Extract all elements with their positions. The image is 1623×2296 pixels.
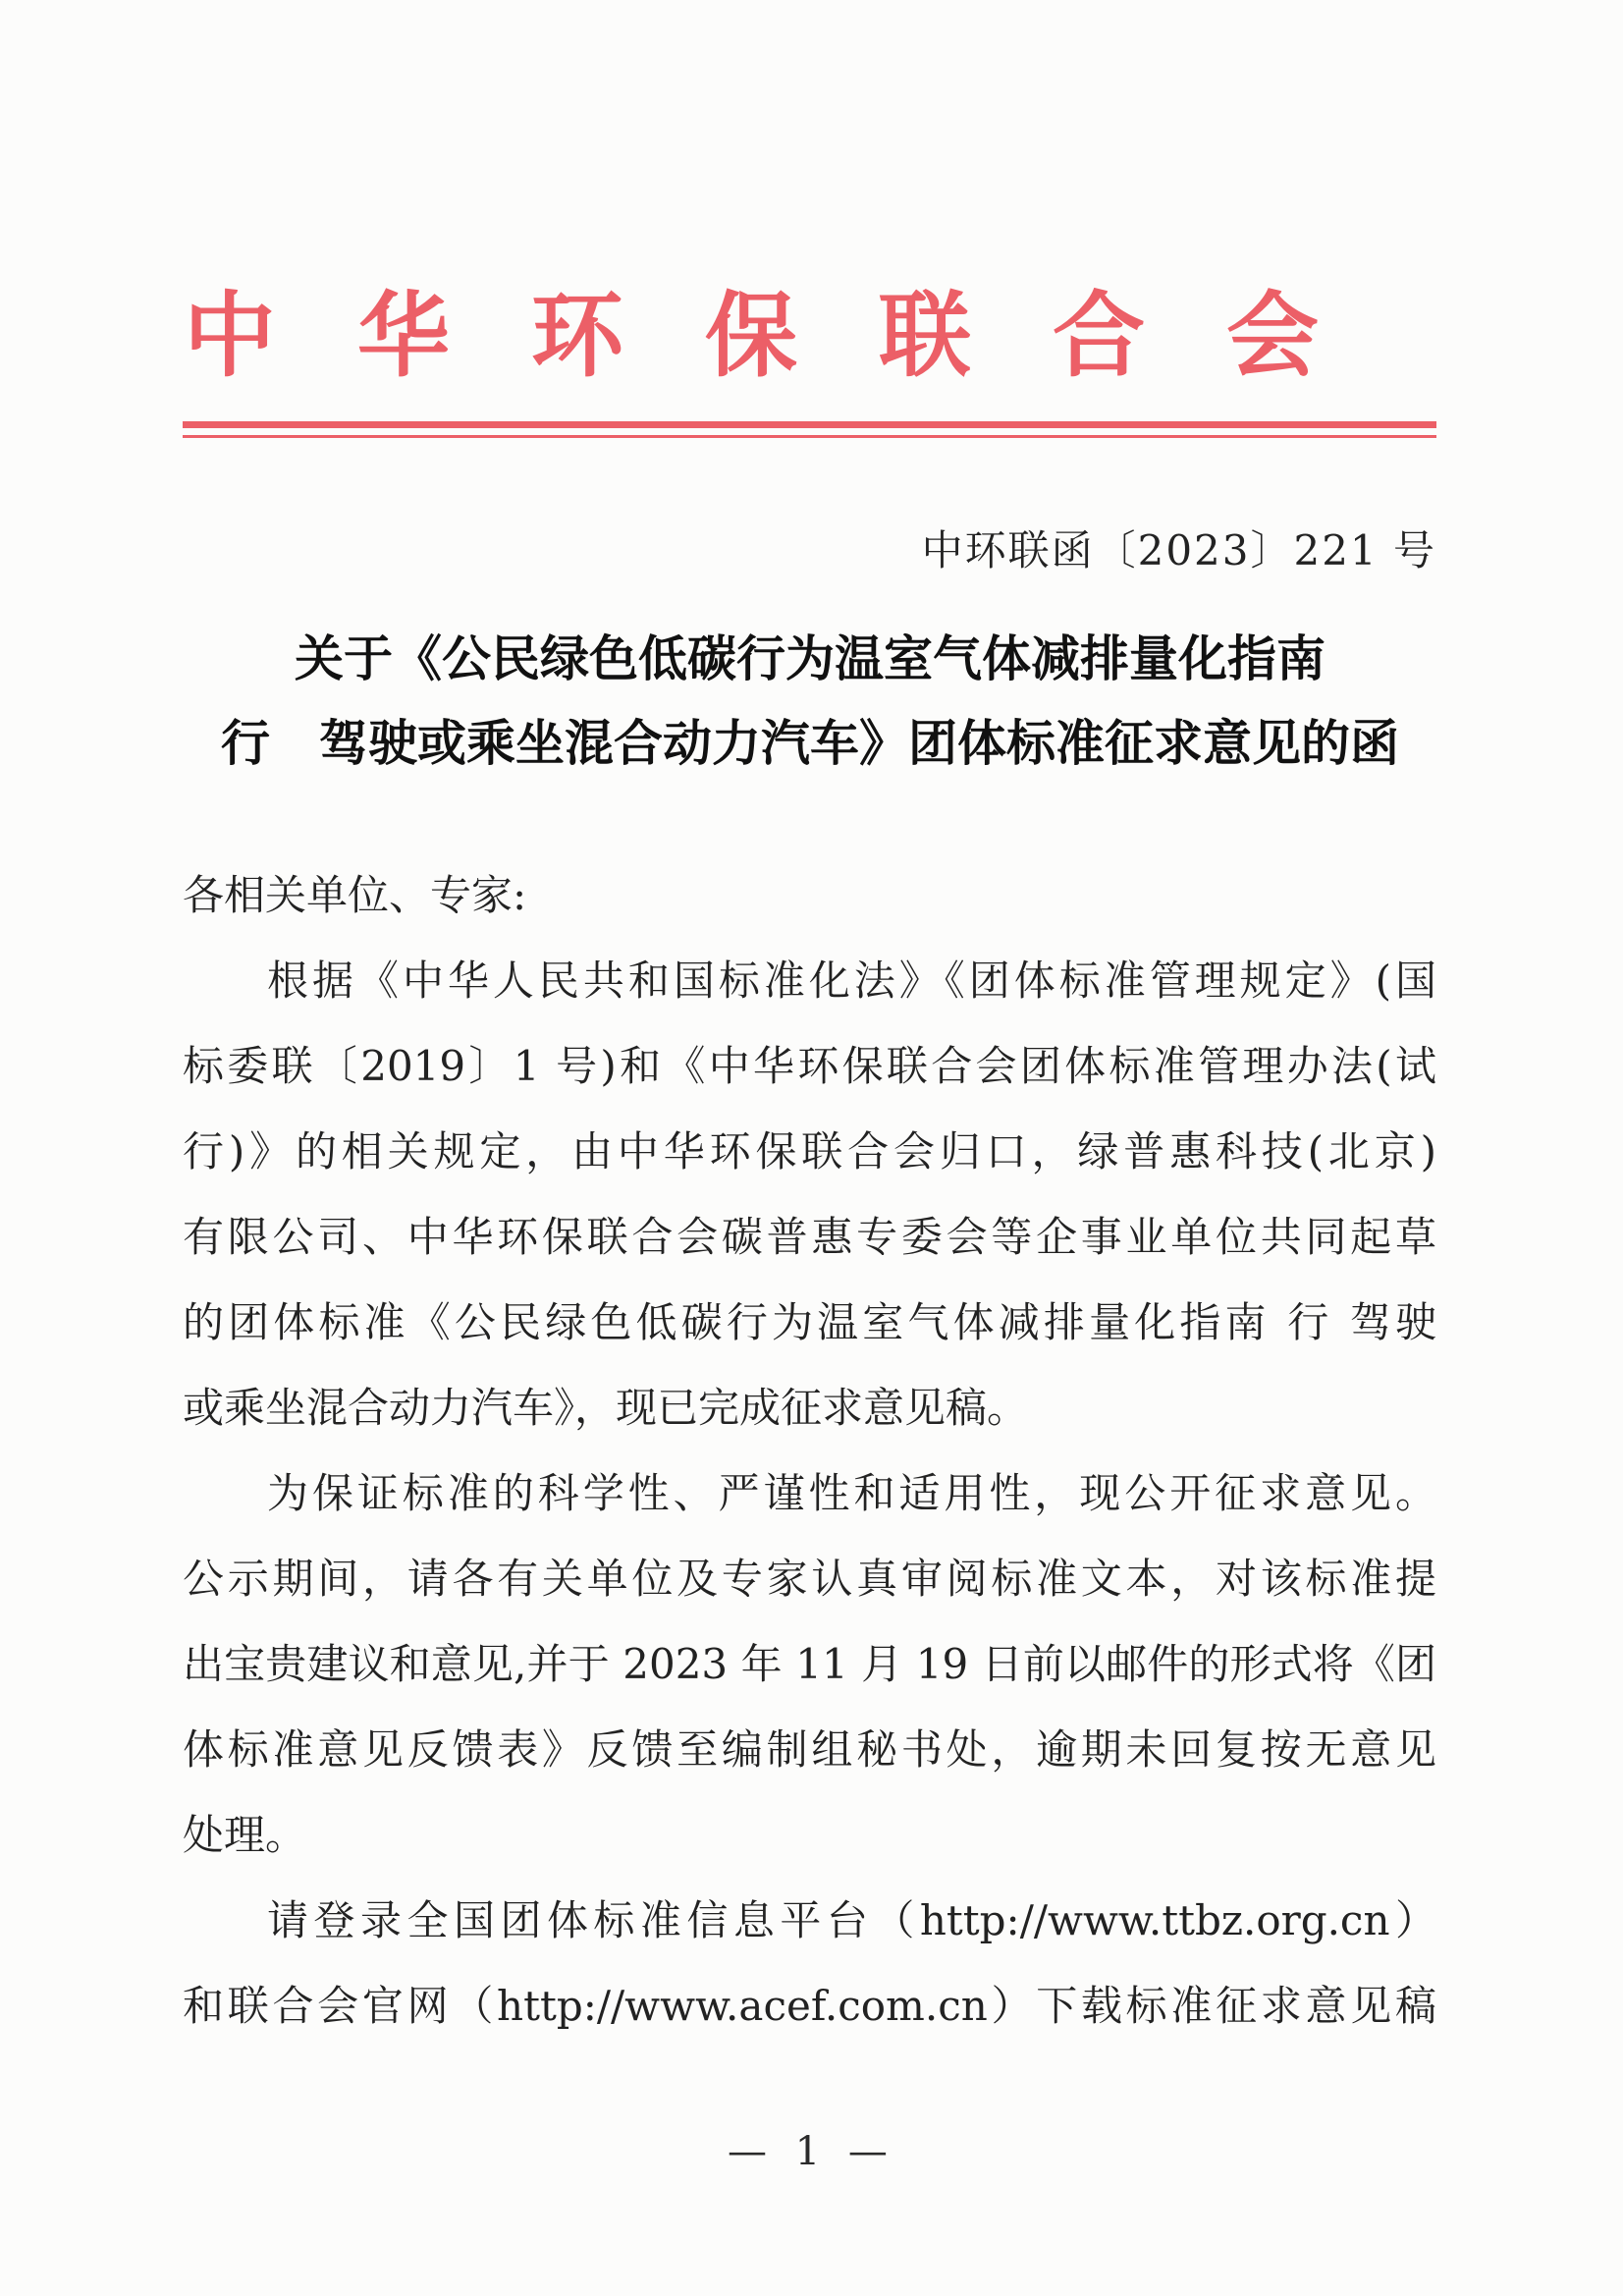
salutation: 各相关单位、专家: xyxy=(183,871,527,919)
org-masthead: 中华环保联合会 xyxy=(184,282,1401,390)
body-line: 标委联〔2019〕1 号)和《中华环保联合会团体标准管理办法(试 xyxy=(183,1042,1436,1090)
masthead-rule-thick xyxy=(183,421,1436,428)
letter-body xyxy=(183,852,1436,2049)
doc-title xyxy=(167,617,1453,786)
page-number: — 1 — xyxy=(728,2129,895,2174)
body-line: 根据《中华人民共和国标准化法》《团体标准管理规定》(国 xyxy=(267,957,1436,1005)
body-line: 有限公司、中华环保联合会碳普惠专委会等企事业单位共同起草 xyxy=(183,1213,1436,1261)
body-line: 和联合会官网（http://www.acef.com.cn）下载标准征求意见稿 xyxy=(183,1982,1436,2030)
body-line: 行)》的相关规定，由中华环保联合会归口，绿普惠科技(北京) xyxy=(183,1127,1436,1175)
body-line: 的团体标准《公民绿色低碳行为温室气体减排量化指南 行 驾驶 xyxy=(183,1298,1436,1346)
body-line: 体标准意见反馈表》反馈至编制组秘书处，逾期未回复按无意见 xyxy=(183,1725,1436,1774)
body-line: 出宝贵建议和意见,并于 2023 年 11 月 19 日前以邮件的形式将《团 xyxy=(183,1640,1436,1688)
body-line: 为保证标准的科学性、严谨性和适用性，现公开征求意见。 xyxy=(267,1469,1436,1517)
doc-title-line2: 行 驾驶或乘坐混合动力汽车》团体标准征求意见的函 xyxy=(221,714,1399,772)
body-line: 请登录全国团体标准信息平台（http://www.ttbz.org.cn） xyxy=(267,1896,1436,1944)
doc-title-line1: 关于《公民绿色低碳行为温室气体减排量化指南 xyxy=(295,629,1325,687)
masthead-rule-thin xyxy=(183,435,1436,438)
body-line: 或乘坐混合动力汽车》，现已完成征求意见稿。 xyxy=(183,1384,1029,1432)
body-line: 处理。 xyxy=(183,1811,307,1859)
body-line: 公示期间，请各有关单位及专家认真审阅标准文本，对该标准提 xyxy=(183,1555,1436,1603)
doc-reference-number: 中环联函〔2023〕221 号 xyxy=(921,526,1436,574)
